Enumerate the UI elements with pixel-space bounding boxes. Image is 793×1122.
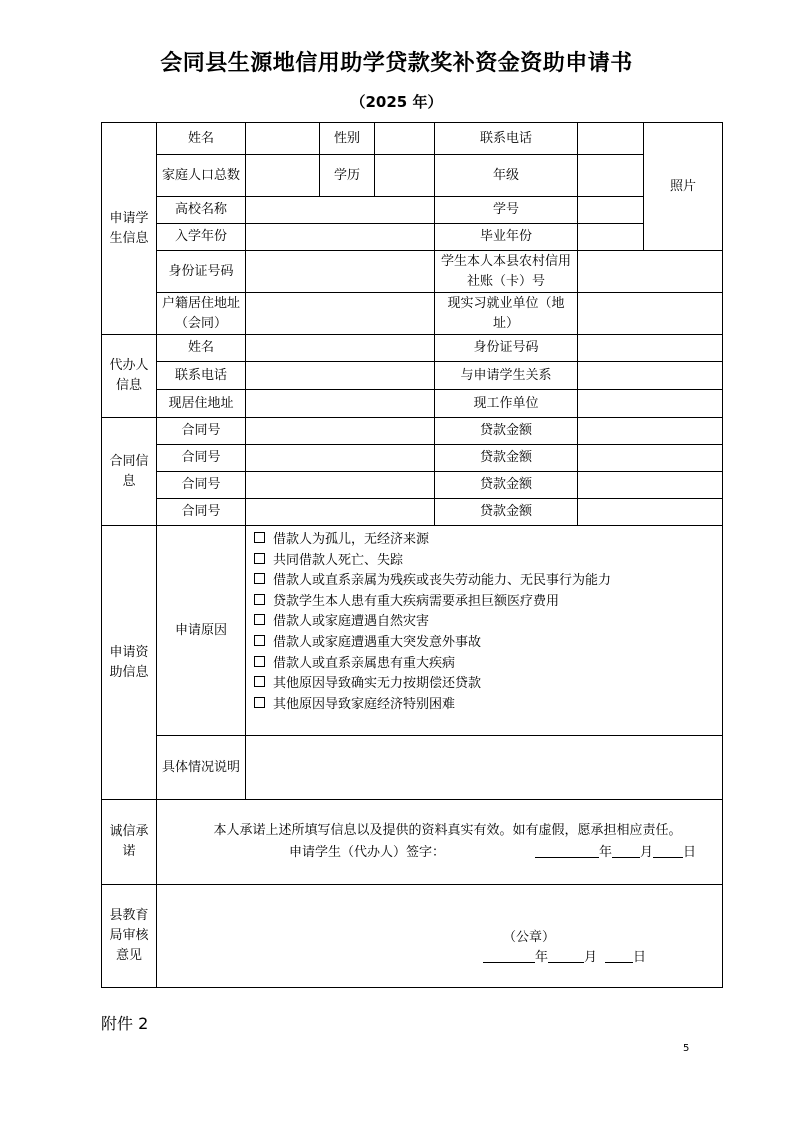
checkbox-icon[interactable] xyxy=(254,656,265,667)
reason-item[interactable]: 借款人为孤儿，无经济来源 xyxy=(254,530,714,551)
work-unit-label: 现实习就业单位（地址） xyxy=(435,293,578,335)
student-gender-field[interactable] xyxy=(375,123,435,155)
loan-amount-field[interactable] xyxy=(578,472,723,499)
reason-checklist xyxy=(246,526,723,736)
loan-amount-field[interactable] xyxy=(578,445,723,472)
agent-address-field[interactable] xyxy=(246,390,435,418)
sign-label: 申请学生（代办人）签字： xyxy=(288,845,445,860)
contract-field[interactable] xyxy=(246,499,435,526)
reason-item[interactable]: 贷款学生本人患有重大疾病需要承担巨额医疗费用 xyxy=(254,592,714,613)
year-label: 年 xyxy=(598,845,612,860)
agent-phone-field[interactable] xyxy=(246,362,435,390)
grade-field[interactable] xyxy=(578,155,644,197)
document-title: 会同县生源地信用助学贷款奖补资金资助申请书 xyxy=(160,51,633,76)
month-label: 月 xyxy=(584,949,598,965)
reason-item[interactable]: 借款人或家庭遭遇重大突发意外事故 xyxy=(254,633,714,654)
contract-label: 合同号 xyxy=(157,445,246,472)
application-form xyxy=(101,122,723,988)
school-label: 高校名称 xyxy=(157,197,246,224)
student-id-label: 身份证号码 xyxy=(157,251,246,293)
pledge-section-label: 诚信承诺 xyxy=(102,800,157,885)
document-year: （2025 年） xyxy=(350,93,443,111)
photo-box: 照片 xyxy=(644,123,723,251)
checkbox-icon[interactable] xyxy=(254,676,265,687)
education-field[interactable] xyxy=(375,155,435,197)
detail-field[interactable] xyxy=(246,736,723,800)
review-content xyxy=(157,885,723,988)
checkbox-icon[interactable] xyxy=(254,553,265,564)
address-label: 户籍居住地址（会同） xyxy=(157,293,246,335)
contract-field[interactable] xyxy=(246,472,435,499)
agent-relation-field[interactable] xyxy=(578,362,723,390)
agent-id-field[interactable] xyxy=(578,335,723,362)
seal-label: （公章） xyxy=(503,929,556,945)
contract-label: 合同号 xyxy=(157,418,246,445)
loan-amount-label: 贷款金额 xyxy=(435,445,578,472)
loan-amount-field[interactable] xyxy=(578,499,723,526)
agent-section-label: 代办人信息 xyxy=(102,335,157,418)
review-month-field[interactable] xyxy=(548,948,584,963)
bank-account-field[interactable] xyxy=(578,251,723,293)
review-year-field[interactable] xyxy=(483,948,535,963)
review-section-label: 县教育局审核意见 xyxy=(102,885,157,988)
reason-item[interactable]: 借款人或直系亲属患有重大疾病 xyxy=(254,654,714,675)
education-label: 学历 xyxy=(320,155,375,197)
sign-day-field[interactable] xyxy=(653,843,683,858)
student-name-label: 姓名 xyxy=(157,123,246,155)
family-size-field[interactable] xyxy=(246,155,320,197)
student-phone-label: 联系电话 xyxy=(435,123,578,155)
agent-name-label: 姓名 xyxy=(157,335,246,362)
reason-item[interactable]: 其他原因导致家庭经济特别困难 xyxy=(254,695,714,716)
detail-label: 具体情况说明 xyxy=(157,736,246,800)
address-field[interactable] xyxy=(246,293,435,335)
agent-address-label: 现居住地址 xyxy=(157,390,246,418)
checkbox-icon[interactable] xyxy=(254,635,265,646)
contract-field[interactable] xyxy=(246,418,435,445)
grade-label: 年级 xyxy=(435,155,578,197)
contract-label: 合同号 xyxy=(157,472,246,499)
loan-amount-field[interactable] xyxy=(578,418,723,445)
agent-id-label: 身份证号码 xyxy=(435,335,578,362)
student-id-field[interactable] xyxy=(246,251,435,293)
grad-year-label: 毕业年份 xyxy=(435,224,578,251)
aid-section-label: 申请资助信息 xyxy=(102,526,157,800)
grad-year-field[interactable] xyxy=(578,224,644,251)
contract-label: 合同号 xyxy=(157,499,246,526)
reason-item[interactable]: 借款人或直系亲属为残疾或丧失劳动能力、无民事行为能力 xyxy=(254,571,714,592)
loan-amount-label: 贷款金额 xyxy=(435,472,578,499)
pledge-text: 本人承诺上述所填写信息以及提供的资料真实有效。如有虚假，愿承担相应责任。 xyxy=(213,823,682,838)
loan-amount-label: 贷款金额 xyxy=(435,418,578,445)
student-name-field[interactable] xyxy=(246,123,320,155)
reason-item[interactable]: 共同借款人死亡、失踪 xyxy=(254,551,714,572)
bank-account-label: 学生本人本县农村信用社账（卡）号 xyxy=(435,251,578,293)
review-day-field[interactable] xyxy=(605,948,633,963)
student-phone-field[interactable] xyxy=(578,123,644,155)
enroll-year-label: 入学年份 xyxy=(157,224,246,251)
pledge-content xyxy=(157,800,723,885)
family-size-label: 家庭人口总数 xyxy=(157,155,246,197)
student-gender-label: 性别 xyxy=(320,123,375,155)
agent-work-field[interactable] xyxy=(578,390,723,418)
agent-work-label: 现工作单位 xyxy=(435,390,578,418)
day-label: 日 xyxy=(633,949,647,965)
checkbox-icon[interactable] xyxy=(254,532,265,543)
reason-label: 申请原因 xyxy=(157,526,246,736)
school-field[interactable] xyxy=(246,197,435,224)
reason-item[interactable]: 其他原因导致确实无力按期偿还贷款 xyxy=(254,674,714,695)
checkbox-icon[interactable] xyxy=(254,614,265,625)
checkbox-icon[interactable] xyxy=(254,573,265,584)
student-no-field[interactable] xyxy=(578,197,644,224)
sign-year-field[interactable] xyxy=(535,843,599,858)
contract-field[interactable] xyxy=(246,445,435,472)
sign-month-field[interactable] xyxy=(612,843,640,858)
year-label: 年 xyxy=(535,949,549,965)
attachment-label: 附件 2 xyxy=(101,1014,149,1033)
page-number: 5 xyxy=(683,1043,690,1054)
agent-phone-label: 联系电话 xyxy=(157,362,246,390)
reason-item[interactable]: 借款人或家庭遭遇自然灾害 xyxy=(254,612,714,633)
contract-section-label: 合同信息 xyxy=(102,418,157,526)
loan-amount-label: 贷款金额 xyxy=(435,499,578,526)
checkbox-icon[interactable] xyxy=(254,697,265,708)
work-unit-field[interactable] xyxy=(578,293,723,335)
agent-relation-label: 与申请学生关系 xyxy=(435,362,578,390)
agent-name-field[interactable] xyxy=(246,335,435,362)
student-no-label: 学号 xyxy=(435,197,578,224)
month-label: 月 xyxy=(639,845,653,860)
enroll-year-field[interactable] xyxy=(246,224,435,251)
student-section-label: 申请学生信息 xyxy=(102,123,157,335)
day-label: 日 xyxy=(683,845,697,860)
checkbox-icon[interactable] xyxy=(254,594,265,605)
